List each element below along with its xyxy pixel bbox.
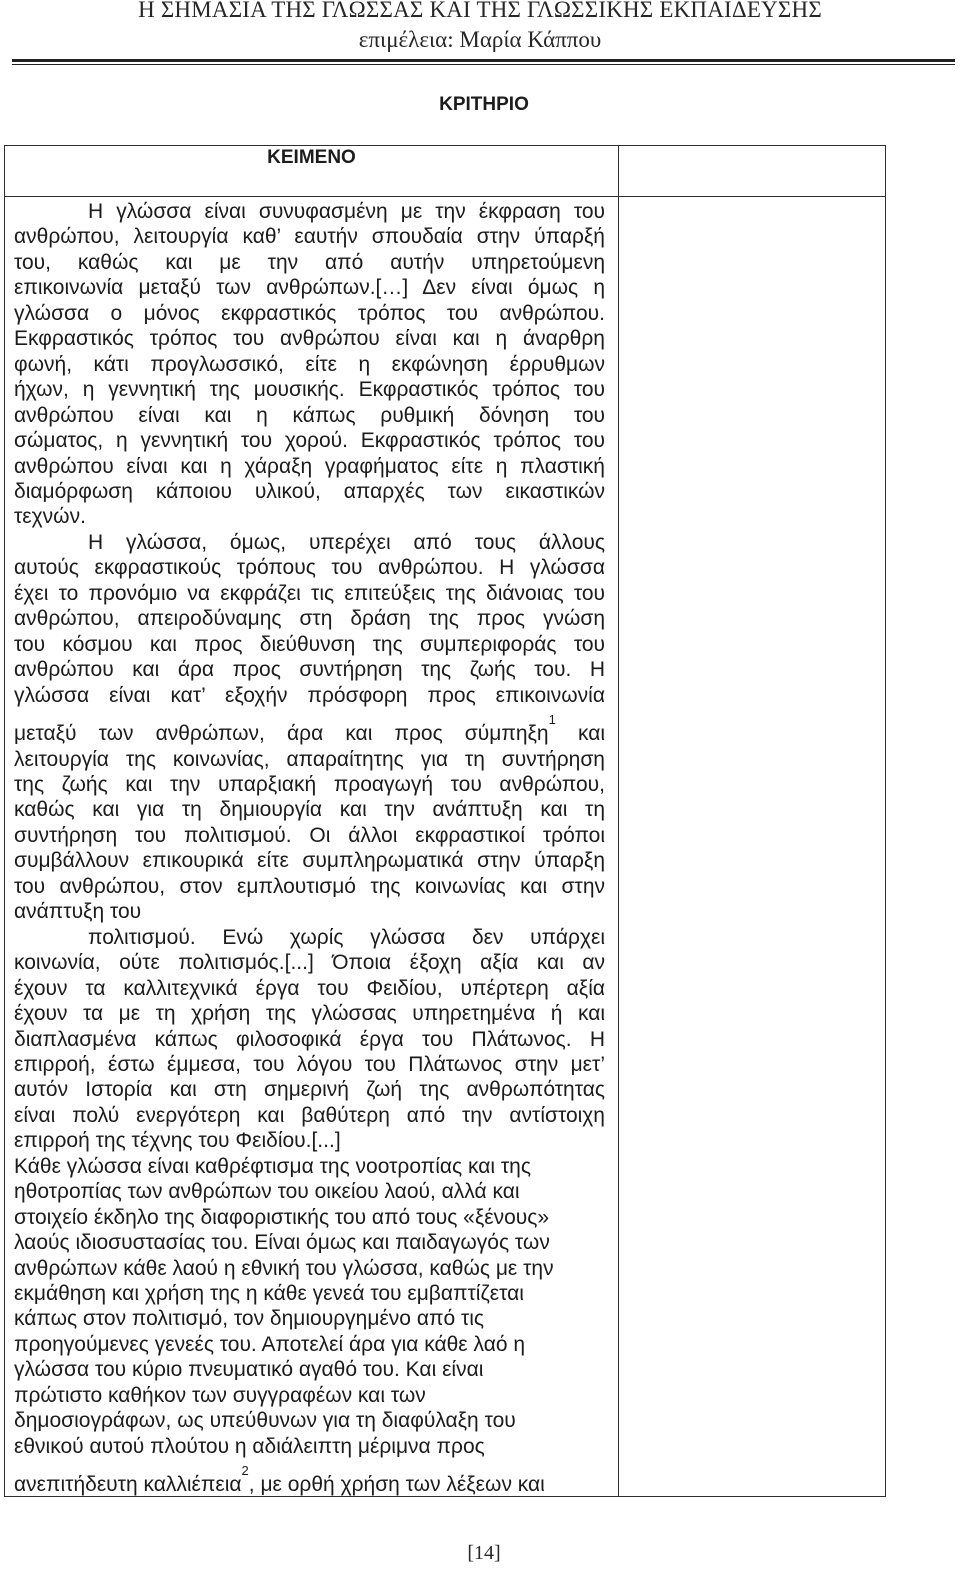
- text-line: έχει το προνόμιο να εκφράζει τις επιτεύξεις της διάνοιας του: [14, 581, 605, 605]
- text-line: ηθοτροπίας των ανθρώπων του οικείου λαού, αλλά και: [14, 1180, 520, 1204]
- text-body-cell: [5, 197, 618, 1498]
- text-line: του κόσμου και προς διεύθυνση της συμπεριφοράς του: [14, 632, 605, 656]
- text-line: επικοινωνία μεταξύ των ανθρώπων.[…] Δεν είναι όμως η: [14, 276, 605, 300]
- text-line: λαούς ιδιοσυστασίας του. Είναι όμως και παιδαγωγός των: [14, 1231, 550, 1255]
- text-line: κοινωνία, ούτε πολιτισμός.[...] Όποια έξοχη αξία και αν: [14, 951, 605, 975]
- text-line: γλώσσα ο μόνος εκφραστικός τρόπος του ανθρώπου.: [14, 301, 605, 325]
- text-line: συντήρηση του πολιτισμού. Οι άλλοι εκφραστικοί τρόποι: [14, 823, 605, 847]
- text-line: σώματος, η γεννητική του χορού. Εκφραστικός τρόπος του: [14, 429, 605, 453]
- text-line: Η γλώσσα είναι συνυφασμένη με την έκφραση του: [88, 200, 605, 223]
- text-line: ανάπτυξη του: [14, 900, 142, 924]
- text-line: αυτόν Ιστορία και στη σημερινή ζωή της ανθρωπότητας: [14, 1078, 605, 1102]
- text-line: ανθρώπων κάθε λαού η εθνική του γλώσσα, καθώς με την: [14, 1256, 554, 1280]
- text-line: διαπλασμένα κάπως φιλοσοφικά έργα του Πλάτωνος. Η: [14, 1027, 605, 1051]
- running-header-title: Η ΣΗΜΑΣΙΑ ΤΗΣ ΓΛΩΣΣΑΣ ΚΑΙ ΤΗΣ ΓΛΩΣΣΙΚΗΣ ΕΚΠΑΙΔΕΥΣΗΣ: [138, 0, 822, 22]
- text-line-segment: ανεπιτήδευτη καλλιέπεια: [14, 1473, 242, 1497]
- text-line: αυτούς εκφραστικούς τρόπους του ανθρώπου. Η γλώσσα: [14, 556, 605, 580]
- text-line: εκμάθηση και χρήση της η κάθε γενεά του εμβαπτίζεται: [14, 1282, 524, 1306]
- text-line: πρώτιστο καθήκον των συγγραφέων και των: [14, 1383, 426, 1407]
- text-line: ανθρώπου είναι και η κάπως ρυθμική δόνηση του: [14, 403, 605, 427]
- text-line: διαμόρφωση κάποιου υλικού, απαρχές των εικαστικών: [14, 479, 605, 503]
- text-line: ανθρώπου είναι και η χάραξη γραφήματος είτε η πλαστική: [14, 454, 605, 478]
- text-line: του, καθώς και με την από αυτήν υπηρετούμενη: [14, 250, 605, 274]
- text-line: επιρροή της τέχνης του Φειδίου.[...]: [14, 1129, 341, 1153]
- text-line: [14, 712, 605, 746]
- text-line: λειτουργία της κοινωνίας, απαραίτητης για τη συντήρηση: [14, 747, 605, 771]
- text-line-segment: , με ορθή χρήση των λέξεων και: [248, 1473, 545, 1497]
- criterion-body-cell: [619, 197, 885, 1496]
- text-line: ανθρώπου και άρα προς συντήρηση της ζωής του. Η: [14, 658, 605, 682]
- text-line: φωνή, κάτι προγλωσσικό, είτε η εκφώνηση έρρυθμων: [14, 352, 605, 376]
- criterion-header-cell: [619, 146, 885, 196]
- text-line: του ανθρώπου, στον εμπλουτισμό της κοινωνίας και στην: [14, 874, 605, 898]
- running-header-editor: επιμέλεια: Μαρία Κάππου: [358, 27, 602, 52]
- text-line: ανθρώπου, απειροδύναμης στη δράση της προς γνώση: [14, 607, 605, 631]
- text-line: τεχνών.: [14, 505, 86, 529]
- text-line: εθνικού αυτού πλούτου η αδιάλειπτη μέριμνα προς: [14, 1434, 485, 1458]
- text-line: έχουν τα καλλιτεχνικά έργα του Φειδίου, υπέρτερη αξία: [14, 976, 605, 1000]
- text-line: επιρροή, έστω έμμεσα, του λόγου του Πλάτωνος στην μετ’: [14, 1052, 605, 1076]
- text-table: [4, 145, 886, 1497]
- text-line: προηγούμενες γενεές του. Αποτελεί άρα για κάθε λαό η: [14, 1332, 526, 1356]
- footnote-marker: 2: [241, 1463, 249, 1479]
- text-line: καθώς και για τη δημιουργία και την ανάπτυξη και τη: [14, 798, 605, 822]
- text-line-segment: και: [555, 722, 605, 746]
- text-line: δημοσιογράφων, ως υπεύθυνων για τη διαφύλαξη του: [14, 1409, 516, 1433]
- text-column-header: ΚΕΙΜΕΝΟ: [267, 147, 356, 168]
- header-rule: [12, 59, 955, 62]
- text-line: γλώσσα του κύριο πνευματικό αγαθό του. Και είναι: [14, 1358, 484, 1382]
- text-line: ήχων, η γεννητική της μουσικής. Εκφραστικός τρόπος του: [14, 378, 605, 402]
- text-line: κάπως στον πολιτισμό, τον δημιουργημένο από τις: [14, 1307, 485, 1331]
- text-line: πολιτισμού. Ενώ χωρίς γλώσσα δεν υπάρχει: [88, 925, 605, 949]
- text-line: Εκφραστικός τρόπος του ανθρώπου είναι και η άναρθρη: [14, 327, 605, 351]
- text-line: γλώσσα είναι κατ’ εξοχήν πρόσφορη προς επικοινωνία: [14, 683, 605, 707]
- text-line-segment: μεταξύ των ανθρώπων, άρα και προς σύμπηξη: [14, 722, 549, 746]
- text-line: Κάθε γλώσσα είναι καθρέφτισμα της νοοτροπίας και της: [14, 1154, 531, 1178]
- text-line: είναι πολύ ενεργότερη και βαθύτερη από την αντίστοιχη: [14, 1103, 605, 1127]
- text-line: Η γλώσσα, όμως, υπερέχει από τους άλλους: [88, 530, 605, 554]
- text-line: [14, 1463, 605, 1497]
- text-line: στοιχείο έκδηλο της διαφοριστικής του από τους «ξένους»: [14, 1205, 550, 1229]
- text-line: ανθρώπου, λειτουργία καθ’ εαυτήν σπουδαία στην ύπαρξή: [14, 225, 605, 249]
- header-rule-thin: [12, 64, 955, 65]
- text-line: έχουν τα με τη χρήση της γλώσσας υπηρετημένα ή και: [14, 1002, 605, 1026]
- page-number: [14]: [467, 1542, 501, 1564]
- text-line: συμβάλλουν επικουρικά είτε συμπληρωματικά στην ύπαρξη: [14, 849, 605, 873]
- section-title: ΚΡΙΤΗΡΙΟ: [439, 94, 529, 115]
- text-line: της ζωής και την υπαρξιακή προαγωγή του ανθρώπου,: [14, 772, 605, 796]
- footnote-marker: 1: [548, 712, 556, 728]
